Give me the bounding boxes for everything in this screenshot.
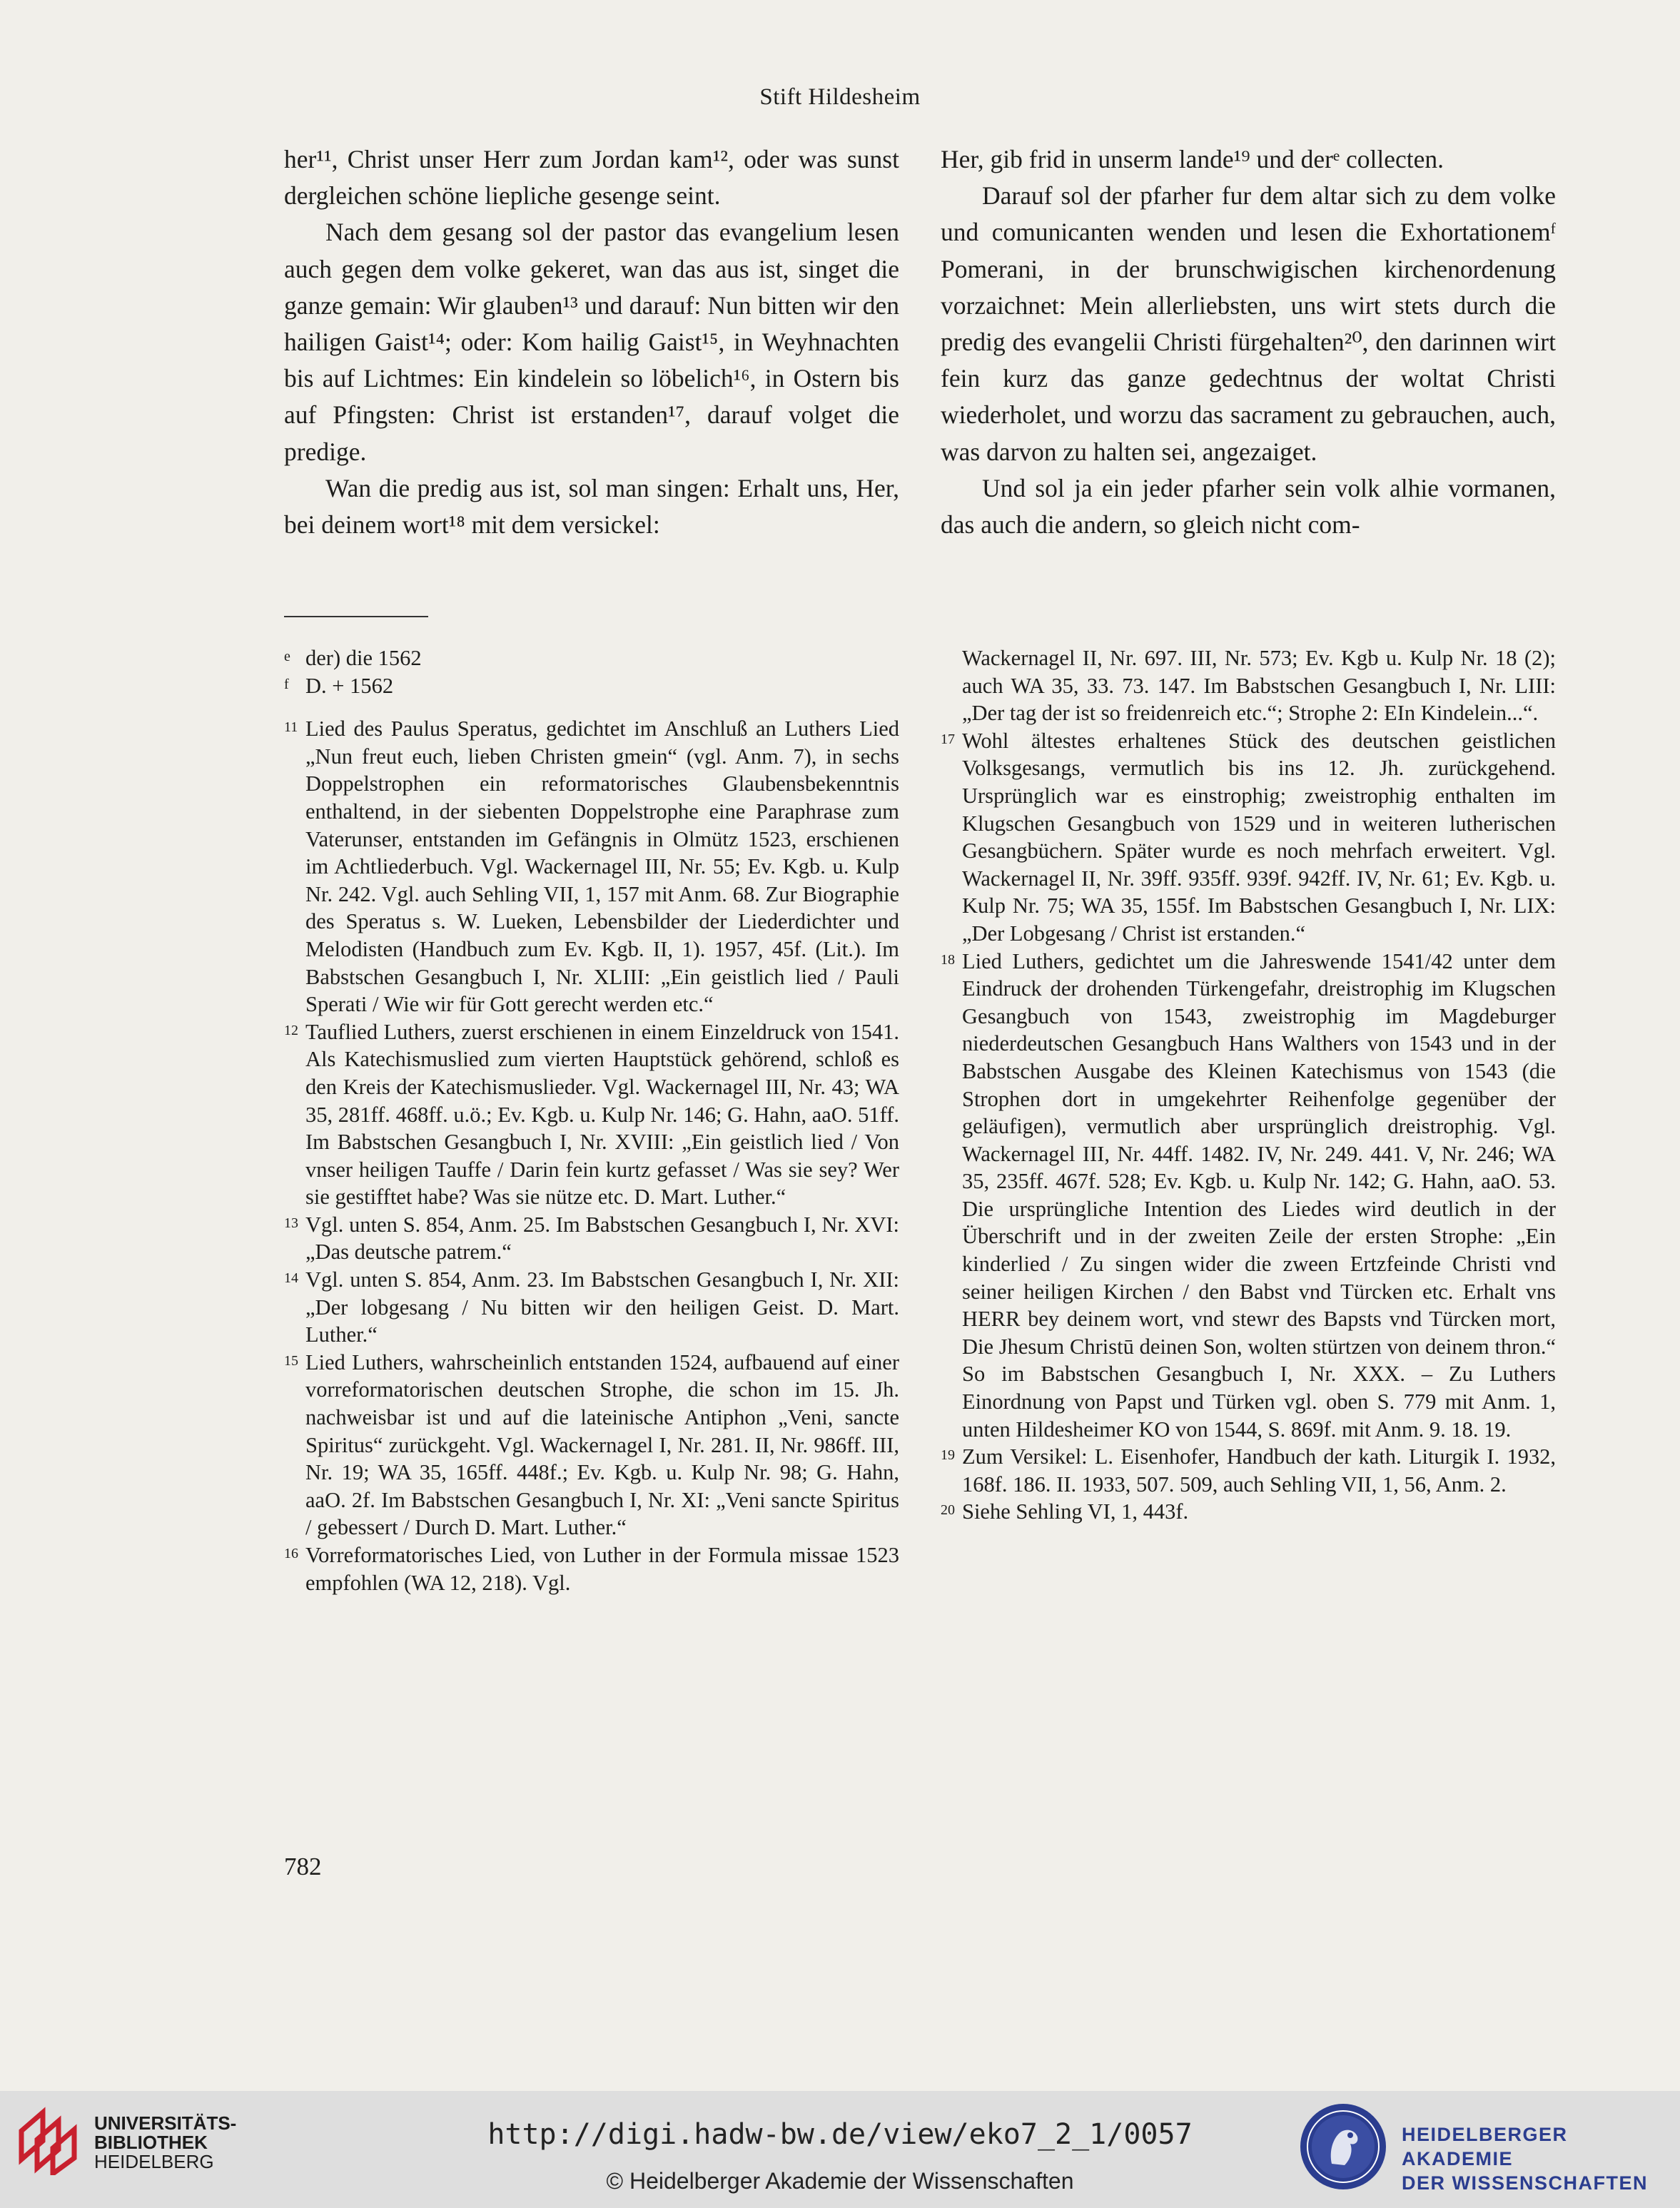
footnote-14 — [284, 1266, 899, 1349]
footnote-marker: 12 — [284, 1022, 298, 1038]
footnote-marker: 17 — [941, 731, 955, 747]
academy-name-line: HEIDELBERGER AKADEMIE — [1402, 2124, 1568, 2169]
main-paragraph: Und sol ja ein jeder pfarher sein volk alhie vormanen, das auch die andern, so gleich nicht com- — [941, 473, 1556, 540]
main-paragraph: Nach dem gesang sol der pastor das evangelium lesen auch gegen dem volke gekeret, wan das aus ist, singet die ganze gemain: Wir glauben¹³ und darauf: Nun bitten wir den hailigen Gaist¹⁴; oder: Kom hailig Gaist¹⁵, in Weyhnachten bis auf Lichtmes: Ein kindelein so löbelich¹⁶, in Ostern bis auf Pfingsten: Christ ist erstanden¹⁷, darauf volget die predige. — [284, 218, 899, 466]
footnote-marker: 15 — [284, 1352, 298, 1369]
footnote-f — [284, 672, 899, 700]
footnote-marker: 13 — [284, 1215, 298, 1231]
academy-seal-icon — [1297, 2101, 1389, 2192]
footnote-text: Lied Luthers, wahrscheinlich entstanden 1524, aufbauend auf einer vorreformatorischen deutschen Strophe, die schon im 15. Jh. nachweisbar ist und auf die lateinische Antiphon „Veni, sancte Spiritus“ zurückgeht. Vgl. Wackernagel I, Nr. 281. II, Nr. 986ff. III, Nr. 19; WA 35, 165ff. 448f.; Ev. Kgb. u. Kulp Nr. 98; G. Hahn, aaO. 2f. Im Babstschen Gesangbuch I, Nr. XI: „Veni sancte Spiritus / gebessert / Durch D. Mart. Luther.“ — [305, 1349, 899, 1540]
footnote-text: Vgl. unten S. 854, Anm. 25. Im Babstschen Gesangbuch I, Nr. XVI: „Das deutsche patrem.“ — [305, 1212, 899, 1265]
footnote-marker: 14 — [284, 1270, 298, 1287]
main-paragraph: Darauf sol der pfarher fur dem altar sich zu dem volke und comunicanten wenden und lesen die Exhortationemᶠ Pomerani, in der brunschwigischen kirchenordenung vorzaichnet: Mein allerliebsten, uns wirt stets durch die predig des evangelii Christi fürgehalten²⁰, den darinnen wirt fein kurz das ganze gedechtnus der woltat Christi wiederholet, und worzu das sacrament zu gebrauchen, auch, was darvon zu halten sei, angezaiget. — [941, 181, 1556, 466]
footer-bar — [0, 2091, 1680, 2208]
running-head: Stift Hildesheim — [759, 84, 921, 110]
library-name-line: BIBLIOTHEK — [94, 2132, 208, 2153]
footnote-marker: 19 — [941, 1447, 955, 1464]
footnote-marker: f — [284, 676, 289, 692]
footnote-19 — [941, 1443, 1556, 1498]
footnote-marker: 16 — [284, 1546, 298, 1561]
library-name-line: HEIDELBERG — [94, 2151, 214, 2172]
footnotes-right-column — [941, 644, 1556, 1526]
footnote-separator-rule — [284, 616, 428, 617]
main-paragraph: her¹¹, Christ unser Herr zum Jordan kam¹², oder was sunst dergleichen schöne liepliche gesenge seint. — [284, 145, 899, 211]
footnote-18 — [941, 948, 1556, 1444]
main-paragraph: Wan die predig aus ist, sol man singen: Erhalt uns, Her, bei deinem wort¹⁸ mit dem versickel: — [284, 473, 899, 540]
footnote-11 — [284, 715, 899, 1018]
footnote-15 — [284, 1349, 899, 1541]
footnote-12 — [284, 1018, 899, 1211]
footnote-text: Vorreformatorisches Lied, von Luther in der Formula missae 1523 empfohlen (WA 12, 218). Vgl. — [305, 1543, 899, 1595]
source-url-link[interactable]: http://digi.hadw-bw.de/view/eko7_2_1/0057 — [487, 2118, 1193, 2151]
footnote-marker: 11 — [284, 719, 298, 736]
academy-name — [1402, 2122, 1680, 2195]
footnote-text: Siehe Sehling VI, 1, 443f. — [962, 1499, 1189, 1524]
footnote-text: Wohl ältestes erhaltenes Stück des deutschen geistlichen Volksgesangs, vermutlich bis ins 12. Jh. zurückgehend. Ursprünglich war es einstrophig; zweistrophig enthalten im Klugschen Gesangbuch von 1529 und in weiteren lutherischen Gesangbüchern. Später wurde es noch mehrfach erweitert. Vgl. Wackernagel II, Nr. 39ff. 935ff. 939f. 942ff. IV, Nr. 61; Ev. Kgb. u. Kulp Nr. 75; WA 35, 155f. Im Babstschen Gesangbuch I, Nr. LIX: „Der Lobgesang / Christ ist erstanden.“ — [962, 728, 1556, 946]
main-text-left-column — [284, 141, 899, 543]
footnote-17 — [941, 727, 1556, 948]
footnote-e — [284, 644, 899, 672]
footnote-marker: 20 — [941, 1502, 955, 1519]
copyright-notice: © Heidelberger Akademie der Wissenschaften — [606, 2168, 1074, 2194]
footnote-text: Wackernagel II, Nr. 697. III, Nr. 573; Ev. Kgb u. Kulp Nr. 18 (2); auch WA 35, 33. 73. 147. Im Babstschen Gesangbuch I, Nr. LIII: „Der tag der ist so freidenreich etc.“; Strophe 2: EIn Kindelein...“. — [962, 646, 1556, 726]
footnote-16-continued — [941, 644, 1556, 727]
footnote-20 — [941, 1498, 1556, 1526]
academy-name-line: DER WISSENSCHAFTEN — [1402, 2172, 1649, 2194]
footnote-text: Tauflied Luthers, zuerst erschienen in einem Einzeldruck von 1541. Als Katechismuslied zum vierten Hauptstück gehörend, schloß es den Kreis der Katechismuslieder. Vgl. Wackernagel III, Nr. 43; WA 35, 281ff. 468ff. u.ö.; Ev. Kgb. u. Kulp Nr. 146; G. Hahn, aaO. 51ff. Im Babstschen Gesangbuch I, Nr. XVIII: „Ein geistlich lied / Von vnser heiligen Tauffe / Darin fein kurtz gefasset / Was sie sey? Wer sie gestifftet habe? Was sie nütze etc. D. Mart. Luther.“ — [305, 1019, 899, 1210]
footnote-16 — [284, 1541, 899, 1596]
footnotes-left-column — [284, 644, 899, 1596]
footnote-marker: 18 — [941, 951, 955, 968]
footnote-text: Vgl. unten S. 854, Anm. 23. Im Babstschen Gesangbuch I, Nr. XII: „Der lobgesang / Nu bitten wir den heiligen Geist. D. Mart. Luther.“ — [305, 1267, 899, 1347]
footnote-text: Lied Luthers, gedichtet um die Jahreswende 1541/42 unter dem Eindruck der drohenden Türkengefahr, dreistrophig im Klugschen Gesangbuch von 1543, zweistrophig im Magdeburger niederdeutschen Gesangbuch Hans Walthers von 1543 und in der Babstschen Ausgabe des Kleinen Katechismus von 1543 (die Strophen dort in umgekehrter Reihenfolge gegenüber der geläufigen), vermutlich aber ursprünglich dreistrophig. Vgl. Wackernagel III, Nr. 44ff. 1482. IV, Nr. 249. 441. V, Nr. 246; WA 35, 235ff. 467f. 528; Ev. Kgb. u. Kulp Nr. 142; G. Hahn, aaO. 53. Die ursprüngliche Intention des Liedes wird deutlich in der Überschrift und in der zweiten Zeile der ersten Strophe: „Ein kinderlied / Zu singen wider die zween Ertzfeinde Christi vnd seiner heiligen Kirchen / den Babst vnd Türcken etc. Erhalt vns HERR bey deinem wort, vnd stewr des Bapsts vnd Türcken mort, Die Jhesum Christū deinen Son, wolten stürtzen von deinem thron.“ So im Babstschen Gesangbuch I, Nr. XXX. – Zu Luthers Einordnung von Papst und Türken vgl. oben S. 779 mit Anm. 1, unten Hildesheimer KO von 1544, S. 869f. mit Anm. 9. 18. 19. — [962, 948, 1556, 1442]
footnote-text: D. + 1562 — [305, 673, 394, 698]
main-text-right-column — [941, 141, 1556, 543]
page-number: 782 — [284, 1853, 322, 1880]
footnote-text: Zum Versikel: L. Eisenhofer, Handbuch der kath. Liturgik I. 1932, 168f. 186. II. 1933, 507. 509, auch Sehling VII, 1, 56, Anm. 2. — [962, 1444, 1556, 1497]
footnote-text: der) die 1562 — [305, 646, 422, 670]
main-paragraph: Her, gib frid in unserm lande¹⁹ und derᵉ collecten. — [941, 145, 1444, 173]
footnote-marker: e — [284, 649, 290, 664]
footnote-13 — [284, 1211, 899, 1266]
footnote-text: Lied des Paulus Speratus, gedichtet im Anschluß an Luthers Lied „Nun freut euch, lieben Christen gmein“ (vgl. Anm. 7), in sechs Doppelstrophen ein reformatorisches Glaubensbekenntnis enthaltend, in der siebenten Doppelstrophe eine Paraphrase zum Vaterunser, entstanden im Gefängnis in Olmütz 1523, erschienen im Achtliederbuch. Vgl. Wackernagel III, Nr. 55; Ev. Kgb. u. Kulp Nr. 242. Vgl. auch Sehling VII, 1, 157 mit Anm. 68. Zur Biographie des Speratus s. W. Lueken, Lebensbilder der Liederdichter und Melodisten (Handbuch zum Ev. Kgb. II, 1). 1957, 45f. (Lit.). Im Babstschen Gesangbuch I, Nr. XLIII: „Ein geistlich lied / Pauli Sperati / Wie wir für Gott gerecht werden etc.“ — [305, 716, 899, 1017]
library-name-line: UNIVERSITÄTS- — [94, 2112, 237, 2134]
